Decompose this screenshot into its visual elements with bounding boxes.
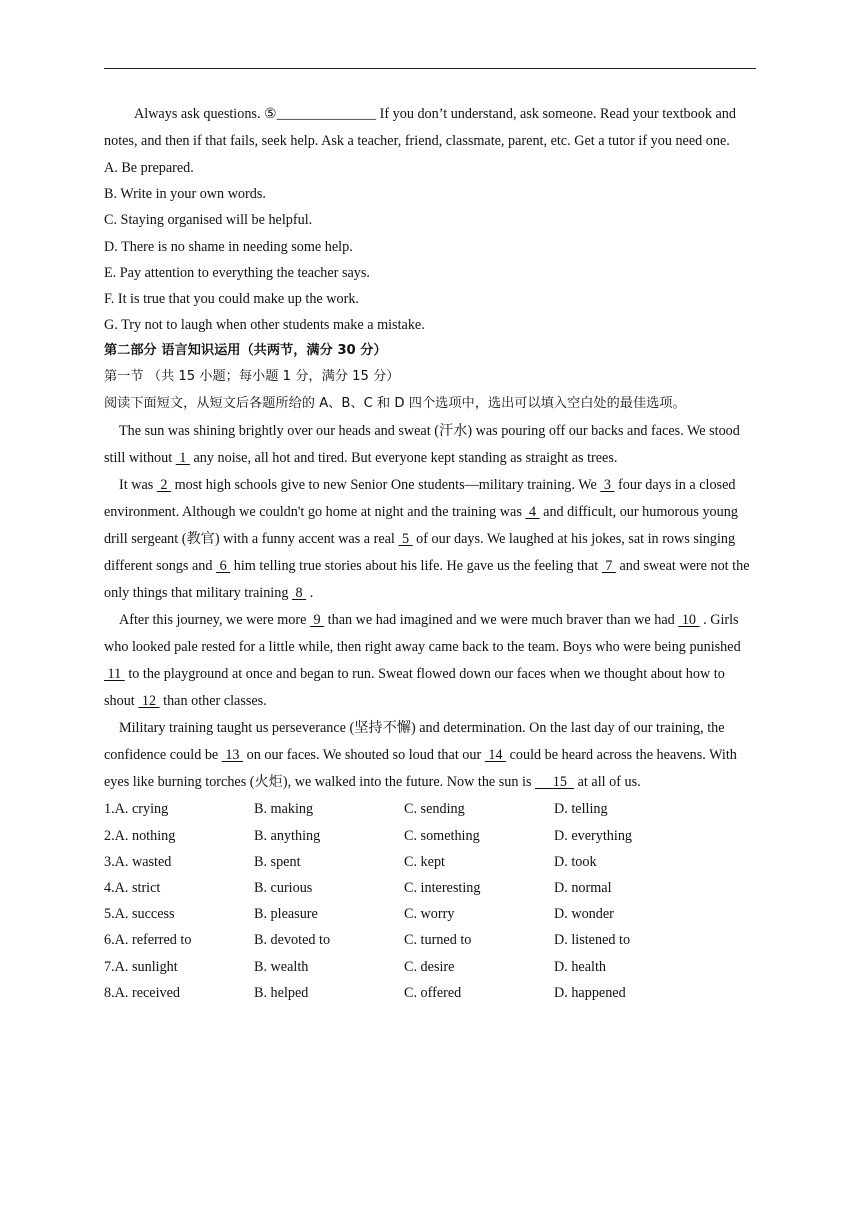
choice-c: C. something bbox=[404, 827, 480, 844]
blank-1: 1 bbox=[175, 450, 190, 467]
choice-a: 2.A. nothing bbox=[104, 827, 176, 844]
choice-d: D. took bbox=[554, 853, 597, 870]
choice-row-5 bbox=[104, 901, 756, 927]
choice-row-7 bbox=[104, 954, 756, 980]
cloze-paragraph-2 bbox=[104, 472, 756, 607]
para-text: and sweat were not the only things that military training bbox=[104, 558, 750, 602]
choice-d: D. wonder bbox=[554, 906, 614, 923]
choice-b: B. wealth bbox=[254, 958, 309, 975]
para-text: The sun was shining brightly over our heads and sweat (汗水) was pouring off our backs and faces. We stood still without bbox=[104, 423, 740, 467]
choice-b: B. devoted to bbox=[254, 932, 331, 949]
option-f: F. It is true that you could make up the work. bbox=[104, 291, 359, 308]
para-text: than we had imagined and we were much braver than we had bbox=[324, 612, 679, 629]
choice-d: D. everything bbox=[554, 827, 633, 844]
choice-c: C. sending bbox=[404, 801, 465, 818]
choice-c: C. offered bbox=[404, 984, 462, 1001]
choice-c: C. kept bbox=[404, 853, 445, 870]
choice-a: 3.A. wasted bbox=[104, 853, 172, 870]
blank-2: 2 bbox=[156, 477, 172, 494]
para-text: four days in a closed environment. Although we couldn't go home at night and the training was bbox=[104, 477, 736, 521]
choice-b: B. spent bbox=[254, 853, 301, 870]
option-d: D. There is no shame in needing some help. bbox=[104, 238, 353, 255]
para-text: any noise, all hot and tired. But everyone kept standing as straight as trees. bbox=[189, 450, 618, 467]
choice-d: D. health bbox=[554, 958, 607, 975]
header-rule bbox=[104, 68, 756, 69]
blank-9: 9 bbox=[309, 612, 325, 629]
para-text: It was bbox=[119, 477, 157, 494]
blank-4: 4 bbox=[525, 504, 540, 521]
choice-row-4 bbox=[104, 875, 756, 901]
choice-b: B. curious bbox=[254, 879, 313, 896]
para-text: If you don’t understand, ask someone. Read your textbook and notes, and then if that fails, seek help. Ask a teacher, friend, classmate, parent, etc. Get a tutor if you need one. bbox=[104, 106, 736, 149]
blank-15: 15 bbox=[535, 774, 575, 791]
blank-number: ⑤ bbox=[264, 106, 277, 122]
choice-row-3 bbox=[104, 849, 756, 875]
choice-b: B. helped bbox=[254, 984, 309, 1001]
part-heading: 第二部分 语言知识运用（共两节，满分 30 分） bbox=[104, 343, 387, 359]
choice-a: 7.A. sunlight bbox=[104, 958, 178, 975]
choice-b: B. making bbox=[254, 801, 314, 818]
blank-10: 10 bbox=[678, 612, 700, 629]
blank-7: 7 bbox=[601, 558, 616, 575]
choice-b: B. pleasure bbox=[254, 906, 318, 923]
cloze-paragraph-1 bbox=[104, 418, 756, 472]
option-b: B. Write in your own words. bbox=[104, 186, 266, 203]
para-text: Military training taught us perseverance (坚持不懈) and determination. On the last day of our training, the confidence could be bbox=[104, 720, 725, 764]
answer-choices bbox=[104, 796, 756, 1006]
choice-d: D. happened bbox=[554, 984, 626, 1001]
choice-a: 8.A. received bbox=[104, 984, 181, 1001]
choice-d: D. normal bbox=[554, 879, 612, 896]
choice-row-1 bbox=[104, 796, 756, 822]
blank-6: 6 bbox=[216, 558, 231, 575]
para-text: Always ask questions. bbox=[134, 106, 265, 122]
para-text: to the playground at once and began to run. Sweat flowed down our faces when we thought about how to shout bbox=[104, 666, 725, 710]
para-text: on our faces. We shouted so loud that our bbox=[243, 747, 485, 764]
para-text: . Girls who looked pale rested for a little while, then right away came back to the team. Boys who were being punished bbox=[104, 612, 741, 656]
para-text: than other classes. bbox=[159, 693, 267, 710]
choice-row-2 bbox=[104, 823, 756, 849]
choice-row-6 bbox=[104, 927, 756, 953]
choice-b: B. anything bbox=[254, 827, 321, 844]
para-text: most high schools give to new Senior One students—military training. We bbox=[171, 477, 601, 494]
option-e: E. Pay attention to everything the teacher says. bbox=[104, 264, 370, 281]
choice-c: C. worry bbox=[404, 906, 455, 923]
choice-d: D. listened to bbox=[554, 932, 631, 949]
cloze-paragraph-3 bbox=[104, 607, 756, 715]
blank-13: 13 bbox=[221, 747, 244, 764]
choice-d: D. telling bbox=[554, 801, 608, 818]
choice-c: C. desire bbox=[404, 958, 455, 975]
choice-row-8 bbox=[104, 980, 756, 1006]
choice-c: C. interesting bbox=[404, 879, 481, 896]
choice-a: 6.A. referred to bbox=[104, 932, 192, 949]
answer-blank: ______________ bbox=[276, 106, 377, 122]
option-c: C. Staying organised will be helpful. bbox=[104, 212, 313, 229]
para-text: of our days. We laughed at his jokes, sat in rows singing different songs and bbox=[104, 531, 736, 575]
para-text: . bbox=[306, 585, 314, 602]
instructions: 阅读下面短文，从短文后各题所给的 A、B、C 和 D 四个选项中，选出可以填入空白处的最佳选项。 bbox=[104, 396, 686, 412]
para-text: could be heard across the heavens. With eyes like burning torches (火炬), we walked into the future. Now the sun is bbox=[104, 747, 737, 791]
page-content bbox=[104, 101, 756, 1006]
reading-last-paragraph bbox=[104, 101, 756, 155]
para-text: and difficult, our humorous young drill sergeant (教官) with a funny accent was a real bbox=[104, 504, 738, 548]
blank-11: 11 bbox=[104, 666, 125, 683]
blank-12: 12 bbox=[138, 693, 160, 710]
blank-14: 14 bbox=[484, 747, 507, 764]
choice-a: 1.A. crying bbox=[104, 801, 169, 818]
option-a: A. Be prepared. bbox=[104, 160, 194, 176]
choice-a: 4.A. strict bbox=[104, 879, 161, 896]
option-g: G. Try not to laugh when other students make a mistake. bbox=[104, 317, 425, 334]
para-text: After this journey, we were more bbox=[119, 612, 310, 629]
choice-c: C. turned to bbox=[404, 932, 472, 949]
blank-8: 8 bbox=[291, 585, 307, 602]
section-heading: 第一节 （共 15 小题；每小题 1 分，满分 15 分） bbox=[104, 369, 400, 385]
choice-a: 5.A. success bbox=[104, 906, 175, 923]
cloze-paragraph-4 bbox=[104, 715, 756, 796]
para-text: at all of us. bbox=[574, 774, 641, 791]
blank-5: 5 bbox=[398, 531, 413, 548]
para-text: him telling true stories about his life. He gave us the feeling that bbox=[230, 558, 602, 575]
blank-3: 3 bbox=[600, 477, 615, 494]
